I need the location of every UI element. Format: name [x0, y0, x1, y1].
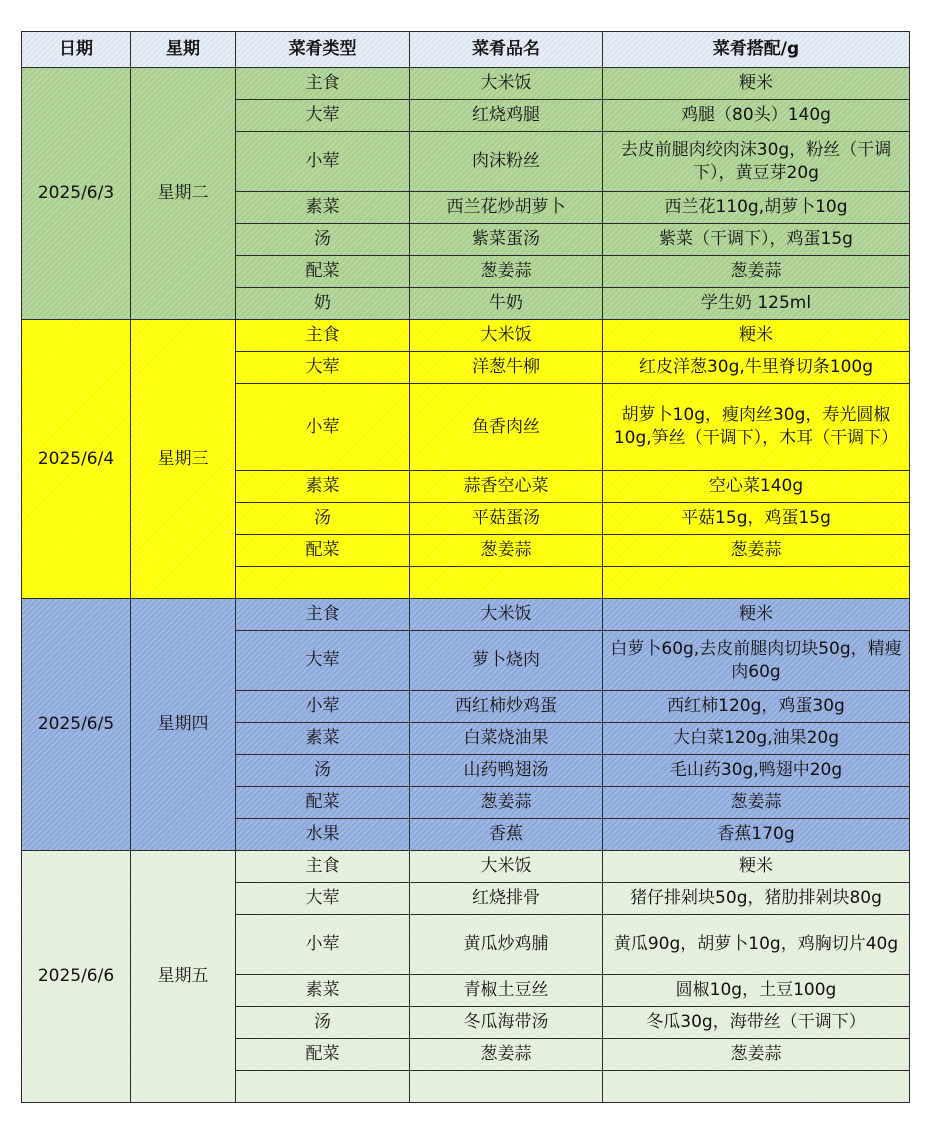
dish-name-cell: 红烧鸡腿	[410, 100, 603, 132]
ingredients-cell: 大白菜120g,油果20g	[603, 723, 910, 755]
ingredients-cell: 粳米	[603, 68, 910, 100]
header-date: 日期	[22, 32, 131, 68]
weekday-cell: 星期二	[131, 68, 236, 320]
dish-type-cell: 大荤	[236, 352, 410, 384]
dish-type-cell: 素菜	[236, 192, 410, 224]
dish-name-cell: 山药鸭翅汤	[410, 755, 603, 787]
ingredients-cell: 葱姜蒜	[603, 256, 910, 288]
dish-name-cell: 大米饭	[410, 68, 603, 100]
ingredients-cell: 鸡腿（80头）140g	[603, 100, 910, 132]
dish-name-cell: 牛奶	[410, 288, 603, 320]
menu-body	[22, 68, 910, 1103]
dish-type-cell: 小荤	[236, 915, 410, 975]
ingredients-cell: 紫菜（干调下），鸡蛋15g	[603, 224, 910, 256]
ingredients-cell: 粳米	[603, 851, 910, 883]
ingredients-cell	[603, 1071, 910, 1103]
dish-name-cell: 鱼香肉丝	[410, 384, 603, 471]
header-ingredients: 菜肴搭配/g	[603, 32, 910, 68]
ingredients-cell: 学生奶 125ml	[603, 288, 910, 320]
ingredients-cell: 毛山药30g,鸭翅中20g	[603, 755, 910, 787]
dish-type-cell: 水果	[236, 819, 410, 851]
dish-name-cell: 蒜香空心菜	[410, 471, 603, 503]
dish-type-cell: 大荤	[236, 631, 410, 691]
dish-type-cell: 配菜	[236, 535, 410, 567]
date-cell: 2025/6/6	[22, 851, 131, 1103]
dish-type-cell: 大荤	[236, 100, 410, 132]
dish-type-cell: 素菜	[236, 471, 410, 503]
ingredients-cell: 平菇15g，鸡蛋15g	[603, 503, 910, 535]
dish-name-cell: 葱姜蒜	[410, 535, 603, 567]
weekday-cell: 星期五	[131, 851, 236, 1103]
dish-name-cell	[410, 1071, 603, 1103]
ingredients-cell: 圆椒10g，土豆100g	[603, 975, 910, 1007]
weekday-cell: 星期四	[131, 599, 236, 851]
ingredients-cell: 葱姜蒜	[603, 535, 910, 567]
ingredients-cell: 香蕉170g	[603, 819, 910, 851]
dish-name-cell: 大米饭	[410, 851, 603, 883]
dish-name-cell: 白菜烧油果	[410, 723, 603, 755]
date-cell: 2025/6/5	[22, 599, 131, 851]
ingredients-cell: 冬瓜30g，海带丝（干调下）	[603, 1007, 910, 1039]
ingredients-cell: 葱姜蒜	[603, 1039, 910, 1071]
dish-type-cell: 主食	[236, 320, 410, 352]
dish-type-cell: 汤	[236, 755, 410, 787]
ingredients-cell: 粳米	[603, 599, 910, 631]
table-row	[22, 320, 910, 352]
dish-type-cell: 素菜	[236, 723, 410, 755]
dish-name-cell	[410, 567, 603, 599]
ingredients-cell: 红皮洋葱30g,牛里脊切条100g	[603, 352, 910, 384]
dish-name-cell: 香蕉	[410, 819, 603, 851]
ingredients-cell: 胡萝卜10g，瘦肉丝30g，寿光圆椒10g,笋丝（干调下），木耳（干调下）	[603, 384, 910, 471]
dish-name-cell: 大米饭	[410, 599, 603, 631]
dish-type-cell: 汤	[236, 1007, 410, 1039]
dish-name-cell: 葱姜蒜	[410, 256, 603, 288]
weekday-cell: 星期三	[131, 320, 236, 599]
dish-name-cell: 西红柿炒鸡蛋	[410, 691, 603, 723]
header-dish-type: 菜肴类型	[236, 32, 410, 68]
dish-name-cell: 平菇蛋汤	[410, 503, 603, 535]
table-row	[22, 851, 910, 883]
dish-type-cell: 主食	[236, 599, 410, 631]
ingredients-cell	[603, 567, 910, 599]
dish-name-cell: 大米饭	[410, 320, 603, 352]
dish-type-cell: 小荤	[236, 132, 410, 192]
dish-type-cell: 配菜	[236, 787, 410, 819]
dish-name-cell: 萝卜烧肉	[410, 631, 603, 691]
dish-type-cell	[236, 567, 410, 599]
date-cell: 2025/6/4	[22, 320, 131, 599]
dish-name-cell: 葱姜蒜	[410, 787, 603, 819]
dish-type-cell: 大荤	[236, 883, 410, 915]
dish-name-cell: 冬瓜海带汤	[410, 1007, 603, 1039]
dish-name-cell: 红烧排骨	[410, 883, 603, 915]
dish-type-cell: 奶	[236, 288, 410, 320]
dish-type-cell: 小荤	[236, 691, 410, 723]
dish-name-cell: 肉沫粉丝	[410, 132, 603, 192]
dish-name-cell: 黄瓜炒鸡脯	[410, 915, 603, 975]
dish-type-cell: 汤	[236, 503, 410, 535]
ingredients-cell: 黄瓜90g，胡萝卜10g，鸡胸切片40g	[603, 915, 910, 975]
table-row	[22, 599, 910, 631]
dish-name-cell: 紫菜蛋汤	[410, 224, 603, 256]
ingredients-cell: 西红柿120g，鸡蛋30g	[603, 691, 910, 723]
ingredients-cell: 猪仔排剁块50g，猪肋排剁块80g	[603, 883, 910, 915]
dish-name-cell: 青椒土豆丝	[410, 975, 603, 1007]
menu-table	[21, 31, 910, 1103]
ingredients-cell: 空心菜140g	[603, 471, 910, 503]
ingredients-cell: 粳米	[603, 320, 910, 352]
dish-type-cell: 小荤	[236, 384, 410, 471]
ingredients-cell: 去皮前腿肉绞肉沫30g，粉丝（干调下），黄豆芽20g	[603, 132, 910, 192]
date-cell: 2025/6/3	[22, 68, 131, 320]
header-dish-name: 菜肴品名	[410, 32, 603, 68]
dish-name-cell: 葱姜蒜	[410, 1039, 603, 1071]
ingredients-cell: 西兰花110g,胡萝卜10g	[603, 192, 910, 224]
dish-type-cell: 主食	[236, 68, 410, 100]
dish-type-cell	[236, 1071, 410, 1103]
dish-type-cell: 汤	[236, 224, 410, 256]
ingredients-cell: 葱姜蒜	[603, 787, 910, 819]
dish-type-cell: 素菜	[236, 975, 410, 1007]
dish-name-cell: 洋葱牛柳	[410, 352, 603, 384]
header-weekday: 星期	[131, 32, 236, 68]
dish-type-cell: 主食	[236, 851, 410, 883]
dish-name-cell: 西兰花炒胡萝卜	[410, 192, 603, 224]
dish-type-cell: 配菜	[236, 1039, 410, 1071]
dish-type-cell: 配菜	[236, 256, 410, 288]
ingredients-cell: 白萝卜60g,去皮前腿肉切块50g，精瘦肉60g	[603, 631, 910, 691]
header-row	[22, 32, 910, 68]
table-row	[22, 68, 910, 100]
